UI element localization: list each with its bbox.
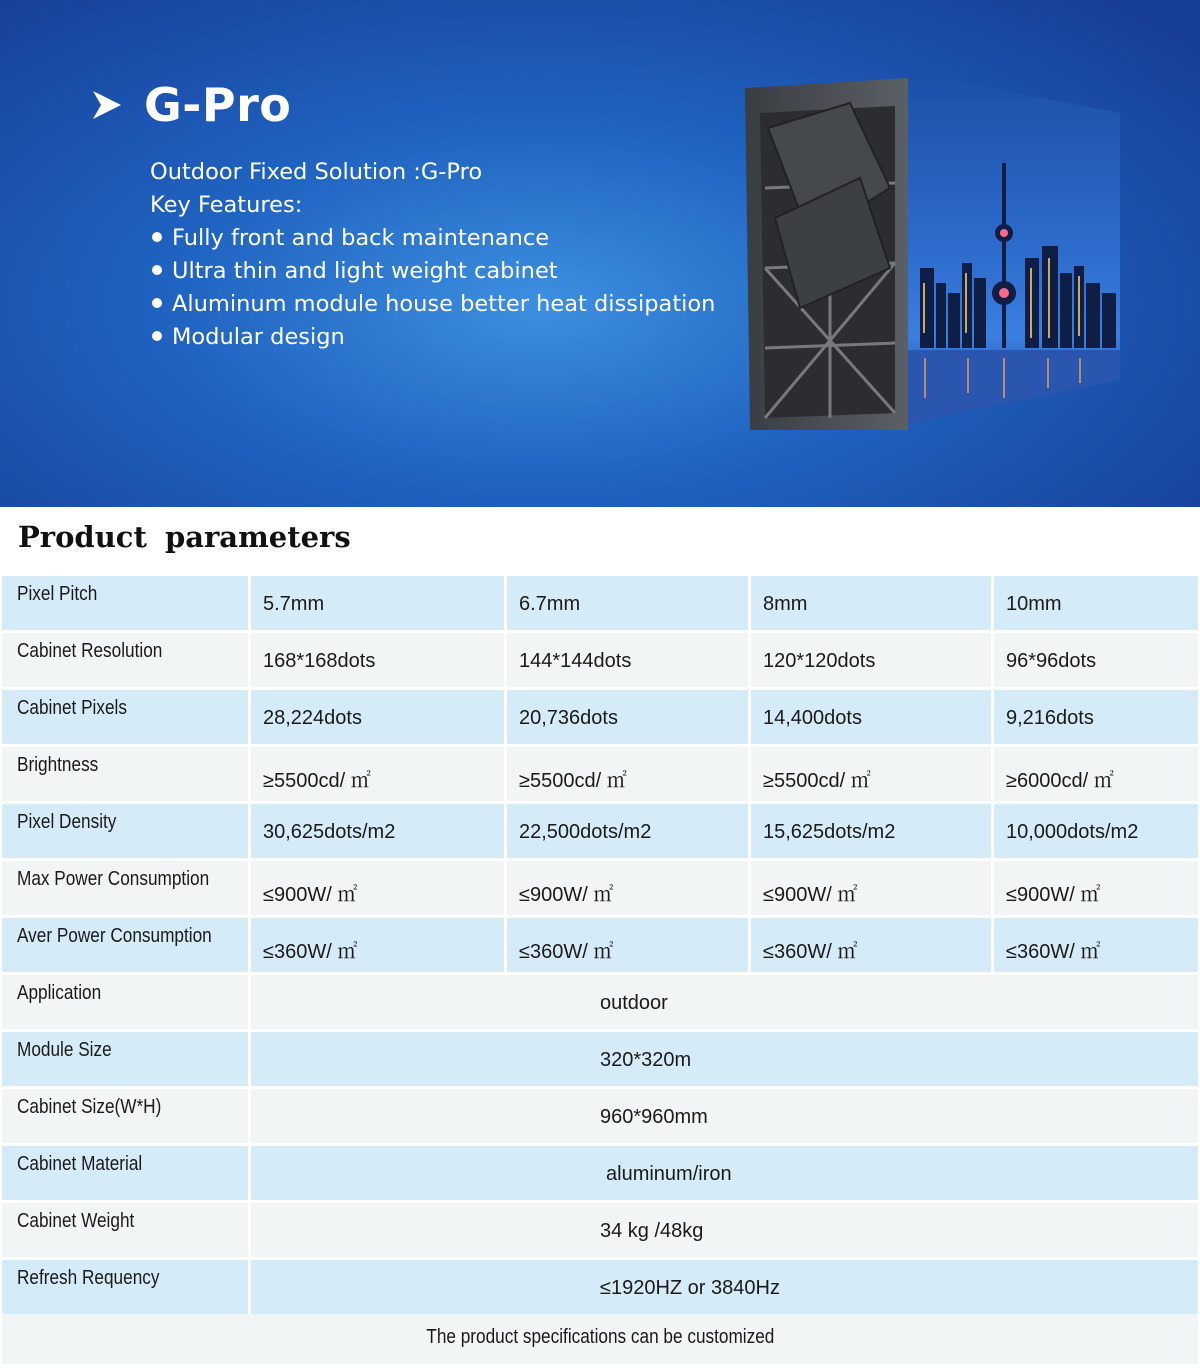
feature-item: Aluminum module house better heat dissipation — [150, 288, 715, 321]
table-row — [2, 1032, 1198, 1089]
table-cell: ≥5500cd/ ㎡ — [751, 747, 991, 801]
table-cell: 20,736dots — [507, 690, 748, 744]
product-title: G-Pro — [144, 78, 292, 132]
table-cell: ≤360W/ ㎡ — [251, 918, 504, 972]
table-row — [2, 1203, 1198, 1260]
table-cell: 6.7mm — [507, 576, 748, 630]
table-row — [2, 747, 1198, 804]
table-cell-span: 960*960mm — [251, 1089, 1198, 1143]
row-label: Aver Power Consumption — [2, 918, 248, 972]
table-row — [2, 1089, 1198, 1146]
table-cell: ≤900W/ ㎡ — [507, 861, 748, 915]
feature-item: Ultra thin and light weight cabinet — [150, 255, 715, 288]
table-row — [2, 576, 1198, 633]
row-label: Cabinet Material — [2, 1146, 248, 1200]
table-cell: 120*120dots — [751, 633, 991, 687]
section-title: Product parameters — [18, 520, 351, 554]
row-label: Brightness — [2, 747, 248, 801]
bullet-icon — [152, 298, 162, 308]
table-cell: ≤900W/ ㎡ — [751, 861, 991, 915]
row-label: Refresh Requency — [2, 1260, 248, 1314]
row-label: Application — [2, 975, 248, 1029]
table-cell: 96*96dots — [994, 633, 1198, 687]
arrow-right-icon — [90, 88, 124, 122]
table-cell: 5.7mm — [251, 576, 504, 630]
hero-description — [150, 156, 715, 354]
spec-table — [2, 576, 1198, 1317]
table-cell: 14,400dots — [751, 690, 991, 744]
table-cell: 22,500dots/m2 — [507, 804, 748, 858]
table-cell-span: outdoor — [251, 975, 1198, 1029]
row-label: Pixel Density — [2, 804, 248, 858]
table-row — [2, 804, 1198, 861]
row-label: Pixel Pitch — [2, 576, 248, 630]
table-cell: ≤360W/ ㎡ — [751, 918, 991, 972]
feature-item: Modular design — [150, 321, 715, 354]
hero-subtitle: Outdoor Fixed Solution :G-Pro — [150, 159, 483, 185]
footer-note: The product specifications can be customized — [425, 1326, 775, 1348]
table-cell: 9,216dots — [994, 690, 1198, 744]
hero-title-row — [90, 78, 291, 132]
table-cell: ≤360W/ ㎡ — [994, 918, 1198, 972]
row-label: Cabinet Size(W*H) — [2, 1089, 248, 1143]
table-cell-span: 320*320m — [251, 1032, 1198, 1086]
hero-banner — [0, 0, 1200, 507]
table-cell: ≤900W/ ㎡ — [251, 861, 504, 915]
table-cell: 15,625dots/m2 — [751, 804, 991, 858]
table-cell: 8mm — [751, 576, 991, 630]
table-row — [2, 690, 1198, 747]
table-row — [2, 633, 1198, 690]
table-cell: ≤360W/ ㎡ — [507, 918, 748, 972]
table-row — [2, 861, 1198, 918]
table-cell: 168*168dots — [251, 633, 504, 687]
row-label: Cabinet Weight — [2, 1203, 248, 1257]
table-cell: 30,625dots/m2 — [251, 804, 504, 858]
row-label: Cabinet Resolution — [2, 633, 248, 687]
table-row — [2, 918, 1198, 975]
bullet-icon — [152, 265, 162, 275]
table-cell: ≥5500cd/ ㎡ — [251, 747, 504, 801]
table-row — [2, 975, 1198, 1032]
table-cell: 28,224dots — [251, 690, 504, 744]
table-cell: 10mm — [994, 576, 1198, 630]
table-cell: 144*144dots — [507, 633, 748, 687]
features-heading: Key Features: — [150, 192, 303, 218]
table-cell-span: aluminum/iron — [251, 1146, 1198, 1200]
table-cell-span: 34 kg /48kg — [251, 1203, 1198, 1257]
feature-item: Fully front and back maintenance — [150, 222, 715, 255]
table-cell: ≥5500cd/ ㎡ — [507, 747, 748, 801]
table-cell: ≤900W/ ㎡ — [994, 861, 1198, 915]
table-row — [2, 1146, 1198, 1203]
row-label: Cabinet Pixels — [2, 690, 248, 744]
table-cell: 10,000dots/m2 — [994, 804, 1198, 858]
table-row — [2, 1260, 1198, 1317]
bullet-icon — [152, 331, 162, 341]
row-label: Module Size — [2, 1032, 248, 1086]
row-label: Max Power Consumption — [2, 861, 248, 915]
bullet-icon — [152, 232, 162, 242]
table-cell: ≥6000cd/ ㎡ — [994, 747, 1198, 801]
table-cell-span: ≤1920HZ or 3840Hz — [251, 1260, 1198, 1314]
footer-row — [2, 1314, 1198, 1364]
led-cabinet-image — [740, 68, 1130, 438]
